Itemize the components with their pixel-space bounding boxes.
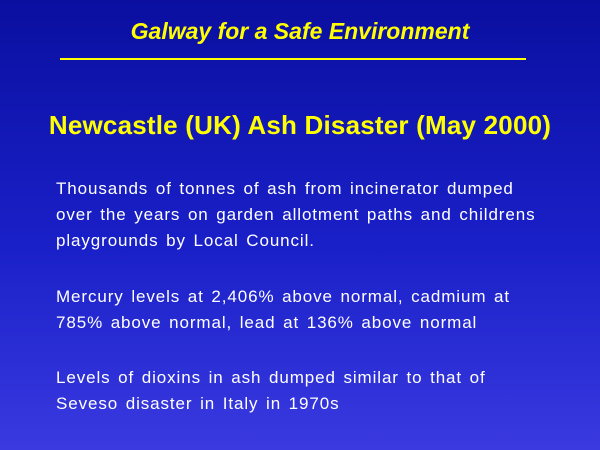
paragraph-line: Levels of dioxins in ash dumped similar to that of <box>56 368 486 387</box>
paragraph-line: Seveso disaster in Italy in 1970s <box>56 394 340 413</box>
paragraph-line: playgrounds by Local Council. <box>56 231 315 250</box>
paragraph-dioxins <box>56 365 576 417</box>
paragraph-line: Mercury levels at 2,406% above normal, cadmium at <box>56 287 510 306</box>
paragraph-line: over the years on garden allotment paths and childrens <box>56 205 536 224</box>
header-divider <box>60 58 526 60</box>
main-heading: Newcastle (UK) Ash Disaster (May 2000) <box>48 110 552 140</box>
header-title: Galway for a Safe Environment <box>130 18 470 44</box>
paragraph-metal-levels <box>56 284 576 336</box>
paragraph-ash-dumping <box>56 176 576 254</box>
paragraph-line: 785% above normal, lead at 136% above normal <box>56 313 478 332</box>
paragraph-line: Thousands of tonnes of ash from incinerator dumped <box>56 179 514 198</box>
